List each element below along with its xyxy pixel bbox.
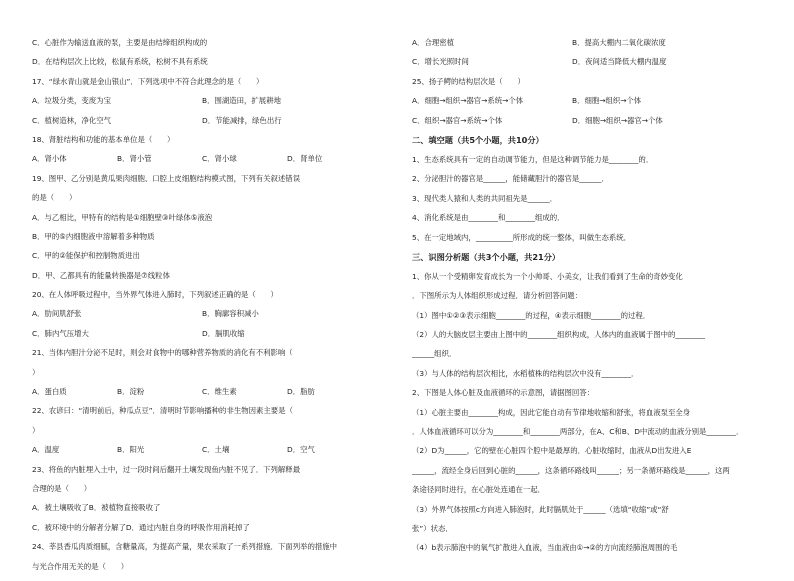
question-line: 3、现代类人猿和人类的共同祖先是______． [412,193,558,203]
question-line: 24、莘县香瓜肉质细腻，含糖量高，为提高产量，果农采取了一系列措施．下面列举的措施中 [32,542,338,552]
left-column [32,38,392,581]
answer-option: D．空气 [287,445,315,455]
answer-options [32,387,392,397]
question-line: ．下图所示为人体组织形成过程．请分析回答问题： [412,291,582,301]
answer-options [32,309,392,319]
answer-options [32,154,392,164]
question-line: 合理的是（ ） [32,483,92,493]
answer-option: D．节能减排，绿色出行 [202,115,282,125]
question-line: （2）人的大脑皮层主要由上图中的________组织构成，人体内的血液属于图中的________ [412,330,705,340]
question-line: 1、你从一个受精卵发育成长为一个小帅哥、小美女，让我们看到了生命的奇妙变化 [412,271,683,281]
answer-option: B．肾小管 [117,154,152,164]
question-line: C．甲的②能保护和控制物质进出 [32,251,140,261]
answer-option: A．肋间肌舒张 [32,309,82,319]
question-line: 25、扬子鳄的结构层次是（ ） [412,76,525,86]
answer-option: B．淀粉 [117,387,145,397]
question-line: 23、将鱼的内脏埋入土中，过一段时间后翻开土壤发现鱼内脏不见了．下列解释最 [32,464,301,474]
question-line: A．被土壤吸收了B．被植物直接吸收了 [32,503,161,513]
question-line: 20、在人体呼吸过程中，当外界气体进入肺时，下列叙述正确的是（ ） [32,290,278,300]
answer-option: C．组织→器官→系统→个体 [412,115,503,125]
question-line: D．甲、乙都具有的能量转换器是⑦线粒体 [32,270,170,280]
answer-options [32,329,392,339]
answer-options [32,445,392,455]
section-heading: 三、识图分析题（共3个小题，共21分） [412,251,561,262]
answer-option: D．细胞→组织→器官→个体 [572,115,663,125]
answer-option: C．增长光照时间 [412,57,469,67]
question-line: （3）外界气体按照c方向进入肺泡时，此时膈肌处于______（选填“收缩”或“舒 [412,504,669,514]
question-line: 条途径同时进行，在心脏处连通在一起． [412,485,546,495]
question-line: ） [32,367,40,377]
question-line: 1、生态系统具有一定的自动调节能力，但是这种调节能力是________的． [412,154,654,164]
answer-option: D．夜间适当降低大棚内温度 [572,57,667,67]
section-heading: 二、填空题（共5个小题，共10分） [412,134,544,145]
answer-option: B．细胞→组织→个体 [572,96,642,106]
question-line: ______组织． [412,349,457,359]
question-line: D．在结构层次上比较，松鼠有系统，松树不具有系统 [32,57,208,67]
question-line: （4）b表示肺泡中的氧气扩散进入血液，当血液由①→②的方向流经肺泡周围的毛 [412,543,678,553]
question-line: 22、农谚曰：“清明前后，种瓜点豆”．清明时节影响播种的非生物因素主要是（ [32,406,293,416]
answer-option: D．肾单位 [287,154,323,164]
question-line: 19、图甲、乙分别是黄瓜果肉细胞、口腔上皮细胞结构模式图，下列有关叙述错误 [32,173,301,183]
question-line: （1）心脏主要由________构成，因此它能自动有节律地收缩和舒张，将血液泵至全身 [412,407,691,417]
answer-option: B．阳光 [117,445,145,455]
question-line: （3）与人体的结构层次相比，水稻植株的结构层次中没有________． [412,368,639,378]
right-column [412,38,767,563]
question-line: A．与乙相比，甲特有的结构是①细胞壁③叶绿体⑤液泡 [32,212,213,222]
question-line: ） [32,425,40,435]
answer-option: A．蛋白质 [32,387,67,397]
answer-options [412,57,767,67]
answer-option: D．脂肪 [287,387,315,397]
question-line: （2）D为______，它的壁在心脏四个腔中是最厚的．心脏收缩时，血液从D出发进入E [412,446,692,456]
question-line: 18、肾脏结构和功能的基本单位是（ ） [32,134,175,144]
answer-option: C．肺内气压增大 [32,328,89,338]
question-line: 5、在一定地域内，__________所形成的统一整体，叫做生态系统． [412,232,632,242]
question-line: 17、“绿水青山就是金山银山”．下列选项中不符合此理念的是（ ） [32,76,264,86]
question-line: 与光合作用无关的是（ ） [32,561,129,571]
question-line: 21、当体内胆汁分泌不足时，则会对食物中的哪种营养物质的消化有不利影响（ [32,348,293,358]
answer-option: A．肾小体 [32,154,67,164]
answer-option: A．温度 [32,445,60,455]
question-line: ______，流经全身后回到心脏的______，这条循环路线叫______；另一条循环路线是______，这两 [412,465,730,475]
answer-option: A．合理密植 [412,38,455,47]
question-line: 2、分泌胆汁的器官是______，能储藏胆汁的器官是______． [412,174,609,184]
answer-option: B．围湖造田，扩展耕地 [202,96,281,106]
question-line: ．人体血液循环可以分为________和________两部分，在A、C和B、D中流动的血液分别是________． [412,427,744,437]
answer-option: C．维生素 [202,387,237,397]
question-line: C．被环境中的分解者分解了D．通过内脏自身的呼吸作用消耗掉了 [32,522,250,532]
answer-option: C．肾小球 [202,154,237,164]
answer-options [32,96,392,106]
answer-option: A．细胞→组织→器官→系统→个体 [412,96,524,106]
answer-options [412,38,767,48]
answer-option: A．垃圾分类，变废为宝 [32,96,111,106]
answer-options [412,116,767,126]
answer-options [32,116,392,126]
question-line: C．心脏作为输送血液的泵，主要是由结缔组织构成的 [32,38,208,47]
question-line: 2、下图是人体心脏及血液循环的示意图，请据图回答： [412,388,595,398]
answer-option: B．胸廓容积减小 [202,309,259,319]
answer-options [412,96,767,106]
answer-option: D．膈肌收缩 [202,328,245,338]
question-line: 的是（ ） [32,193,77,203]
answer-option: C．土壤 [202,445,230,455]
question-line: 4、消化系统是由________和________组成的． [412,213,565,223]
question-line: B．甲的⑤内细胞液中溶解着多种物质 [32,231,155,241]
answer-option: B．提高大棚内二氧化碳浓度 [572,38,666,47]
question-line: （1）图中①②③表示细胞________的过程，④表示细胞________的过程． [412,310,651,320]
question-line: 张”）状态． [412,523,453,533]
answer-option: C．植树造林，净化空气 [32,115,112,125]
